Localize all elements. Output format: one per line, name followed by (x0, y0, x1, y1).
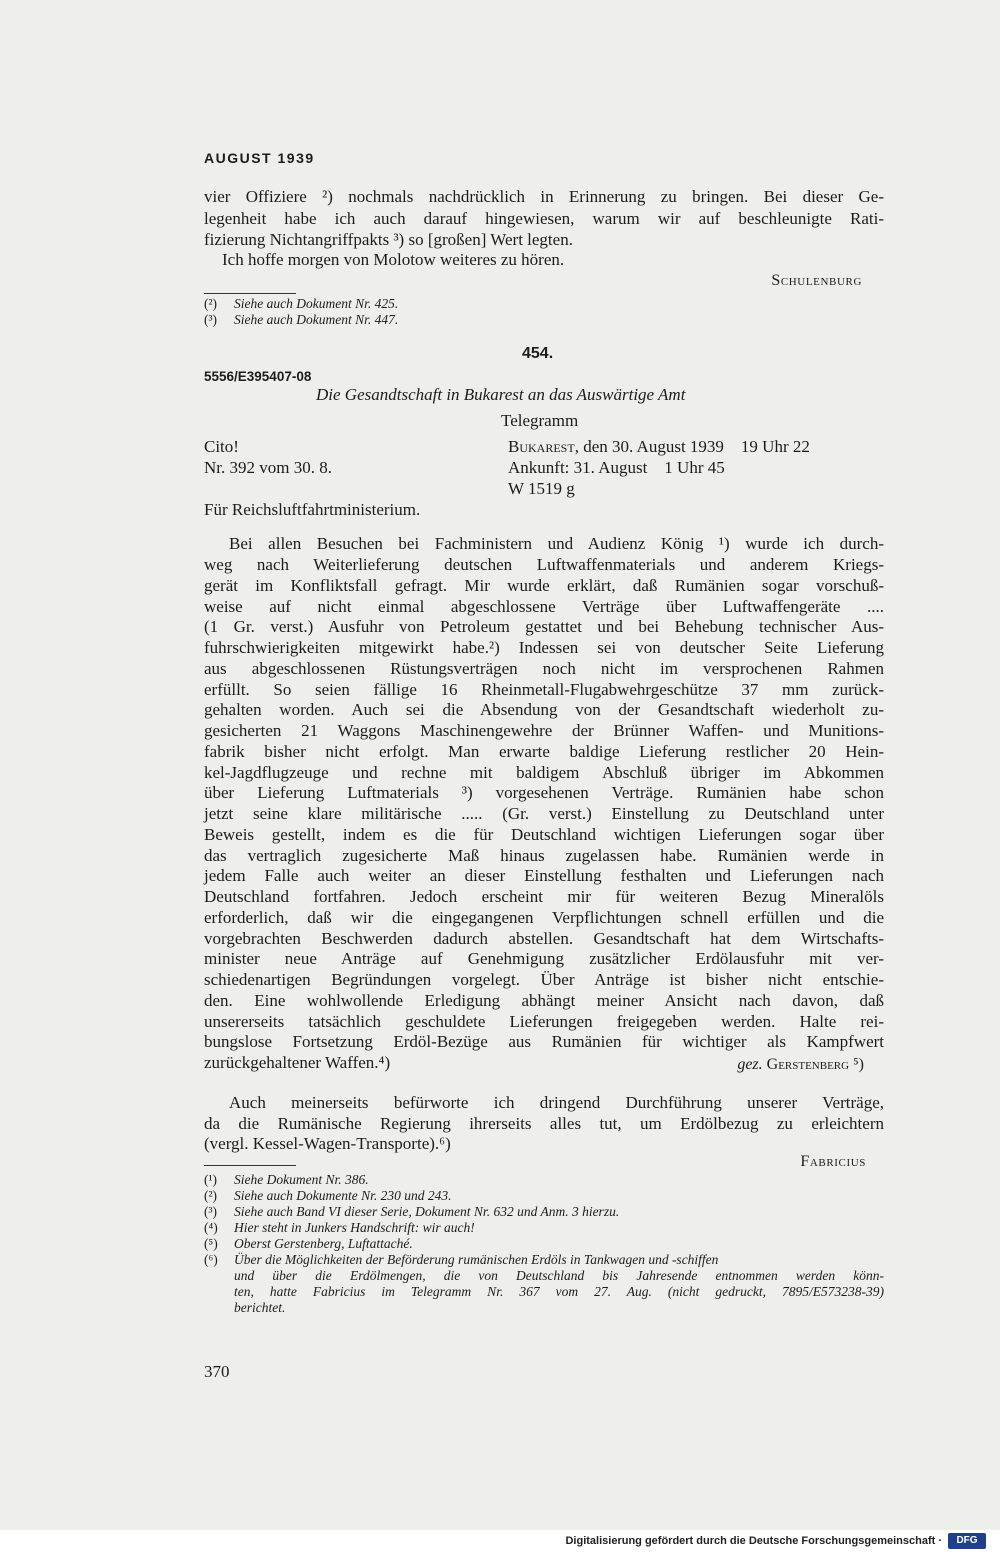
text-line: fizierung Nichtangriffpakts ³) so [großen] Wert legten. (204, 230, 573, 249)
dfg-logo: DFG (948, 1533, 986, 1549)
text-line: erfüllt. So seien fällige 16 Rheinmetall-Flugabwehrgeschütze 37 mm zurück- (204, 680, 884, 699)
text-line: fuhrschwierigkeiten mitgewirkt habe.²) Indessen sei von deutscher Seite Lieferung (204, 638, 884, 657)
text-line: erforderlich, daß wir die eingegangenen Verpflichtungen schnell erfüllen und die (204, 908, 884, 927)
text-line: jedem Falle auch weiter an dieser Einstellung festhalten und Lieferungen nach (204, 866, 884, 885)
footnote-text: Siehe auch Dokumente Nr. 230 und 243. (234, 1188, 452, 1203)
text-line: da die Rumänische Regierung ihrerseits alles tut, um Erdölbezug zu erleichtern (204, 1114, 884, 1133)
text-line: schiedenartigen Begründungen vorgelegt. Über Anträge ist bisher nicht entschie- (204, 970, 884, 989)
digitization-note: Digitalisierung gefördert durch die Deutsche Forschungsgemeinschaft · (565, 1535, 942, 1547)
text-line: bungslose Fortsetzung Erdöl-Bezüge aus Rumänien für wichtiger als Kampfwert (204, 1032, 884, 1051)
footnote-number: (⁴) (204, 1220, 218, 1235)
gez-footnote-mark: ⁵) (849, 1056, 864, 1073)
footnote-number: (³) (204, 312, 218, 327)
footnote (204, 1204, 619, 1220)
footnote-continuation: berichtet. (234, 1300, 286, 1315)
footnote-number: (²) (204, 296, 218, 311)
footnote (204, 1220, 475, 1236)
text-line: Auch meinerseits befürworte ich dringend Durchführung unserer Verträge, (229, 1093, 884, 1112)
place-name: Bukarest (508, 437, 575, 456)
document-type: Telegramm (501, 411, 579, 430)
footnote-text: Über die Möglichkeiten der Beförderung rumänischen Erdöls in Tankwagen und -schiffen (234, 1252, 719, 1267)
signature-gerstenberg (737, 1056, 864, 1074)
text-line: minister neue Anträge auf Genehmigung zusätzlicher Erdölausfuhr mit ver- (204, 949, 884, 968)
text-line: gerät im Konfliktsfall gefragt. Mir wurde erklärt, daß Rumänien sogar vorschuß- (204, 576, 884, 595)
document-reference: 5556/E395407-08 (204, 369, 312, 384)
text-line: weg nach Weiterlieferung deutschen Luftwaffenmaterials und anderem Kriegs- (204, 555, 884, 574)
footnote-text: Siehe auch Band VI dieser Serie, Dokument Nr. 632 und Anm. 3 hierzu. (234, 1204, 620, 1219)
footnote-text: Siehe auch Dokument Nr. 425. (234, 296, 399, 311)
text-line: den. Eine wohlwollende Erledigung abhängt meiner Ansicht nach davon, daß (204, 991, 884, 1010)
text-line: vorgebrachten Beschwerden dadurch abstellen. Gesandtschaft hat dem Wirtschafts- (204, 929, 884, 948)
footnote (204, 1252, 718, 1268)
text-line: gesicherten 21 Waggons Maschinengewehre der Brünner Waffen- und Munitions- (204, 721, 884, 740)
footnote (204, 312, 398, 328)
text-line: legenheit habe ich auch darauf hingewiesen, warum wir auf beschleunigte Rati- (204, 209, 884, 228)
gez-prefix: gez. (737, 1056, 763, 1073)
telegram-number: Nr. 392 vom 30. 8. (204, 458, 332, 477)
signature-schulenburg: Schulenburg (771, 272, 862, 289)
footnote-number: (⁶) (204, 1252, 218, 1267)
text-line: jetzt seine klare militärische ..... (Gr. verst.) Einstellung zu Deutschland unter (204, 804, 884, 823)
arrival-line: Ankunft: 31. August 1 Uhr 45 (508, 458, 725, 477)
text-line: zurückgehaltener Waffen.⁴) (204, 1053, 391, 1072)
footnote-number: (¹) (204, 1172, 218, 1187)
text-line: über Lieferung Luftmaterials ³) vorgesehenen Verträge. Rumänien habe schon (204, 783, 884, 802)
text-line: vier Offiziere ²) nochmals nachdrücklich in Erinnerung zu bringen. Bei dieser Ge- (204, 187, 884, 206)
priority-label: Cito! (204, 437, 239, 456)
gez-name: Gerstenberg (766, 1056, 850, 1073)
footnote-rule (204, 293, 296, 294)
footnote-number: (²) (204, 1188, 218, 1203)
text-line: das vertraglich zugesicherte Maß hinaus zugelassen habe. Rumänien werde in (204, 846, 884, 865)
document-heading: Die Gesandtschaft in Bukarest an das Auswärtige Amt (316, 385, 686, 404)
footnote-text: Oberst Gerstenberg, Luftattaché. (234, 1236, 413, 1251)
text-line: aus abgeschlossenen Rüstungsverträgen noch nicht im versprochenen Rahmen (204, 659, 884, 678)
text-line: Deutschland fortfahren. Jedoch erscheint mir für weiteren Bezug Mineralöls (204, 887, 884, 906)
text-line: weise auf nicht einmal abgeschlossene Verträge über Luftwaffengeräte .... (204, 597, 884, 616)
footnote-text: Siehe auch Dokument Nr. 447. (234, 312, 399, 327)
footnote-rule (204, 1165, 296, 1166)
footnote-number: (³) (204, 1204, 218, 1219)
text-line: kel-Jagdflugzeuge und rechne mit baldigem Abschluß übriger im Abkommen (204, 763, 884, 782)
text-line: unsererseits tatsächlich geschuldete Lieferungen freigegeben werden. Halte rei- (204, 1012, 884, 1031)
text-line: Beweis gestellt, indem es die für Deutschland wichtigen Lieferungen sogar über (204, 825, 884, 844)
footnote-continuation: ten, hatte Fabricius im Telegramm Nr. 367 vom 27. Aug. (nicht gedruckt, 7895/E573238-39) (234, 1284, 884, 1299)
text-line: fabrik bisher nicht erfolgt. Man erwarte baldige Lieferung restlicher 20 Hein- (204, 742, 884, 761)
text-line: (vergl. Kessel-Wagen-Transporte).⁶) (204, 1134, 451, 1153)
dispatch-line (508, 437, 810, 457)
running-head: AUGUST 1939 (204, 150, 315, 166)
footnote (204, 1236, 413, 1252)
page-number: 370 (204, 1362, 230, 1381)
footnote (204, 296, 398, 312)
footnote-text: Siehe Dokument Nr. 386. (234, 1172, 369, 1187)
signature-fabricius: Fabricius (800, 1153, 866, 1170)
footnote-number: (⁵) (204, 1236, 218, 1251)
dispatch-date-time: , den 30. August 1939 19 Uhr 22 (574, 437, 810, 456)
text-line: (1 Gr. verst.) Ausfuhr von Petroleum gestattet und bei Behebung technischer Aus- (204, 617, 884, 636)
footnote-text: Hier steht in Junkers Handschrift: wir auch! (234, 1220, 475, 1235)
footnote (204, 1188, 451, 1204)
text-line: Ich hoffe morgen von Molotow weiteres zu hören. (222, 250, 565, 269)
text-line: gehalten worden. Auch sei die Absendung von der Gesandtschaft wiederholt zu- (204, 700, 884, 719)
document-number: 454. (522, 345, 554, 362)
registry-number: W 1519 g (508, 479, 575, 498)
footnote (204, 1172, 369, 1188)
footnote-continuation: und über die Erdölmengen, die von Deutschland bis Jahresende entnommen werden könn- (234, 1268, 884, 1283)
text-line: Bei allen Besuchen bei Fachministern und Audienz König ¹) wurde ich durch- (229, 534, 884, 553)
recipient-line: Für Reichsluftfahrtministerium. (204, 500, 421, 519)
